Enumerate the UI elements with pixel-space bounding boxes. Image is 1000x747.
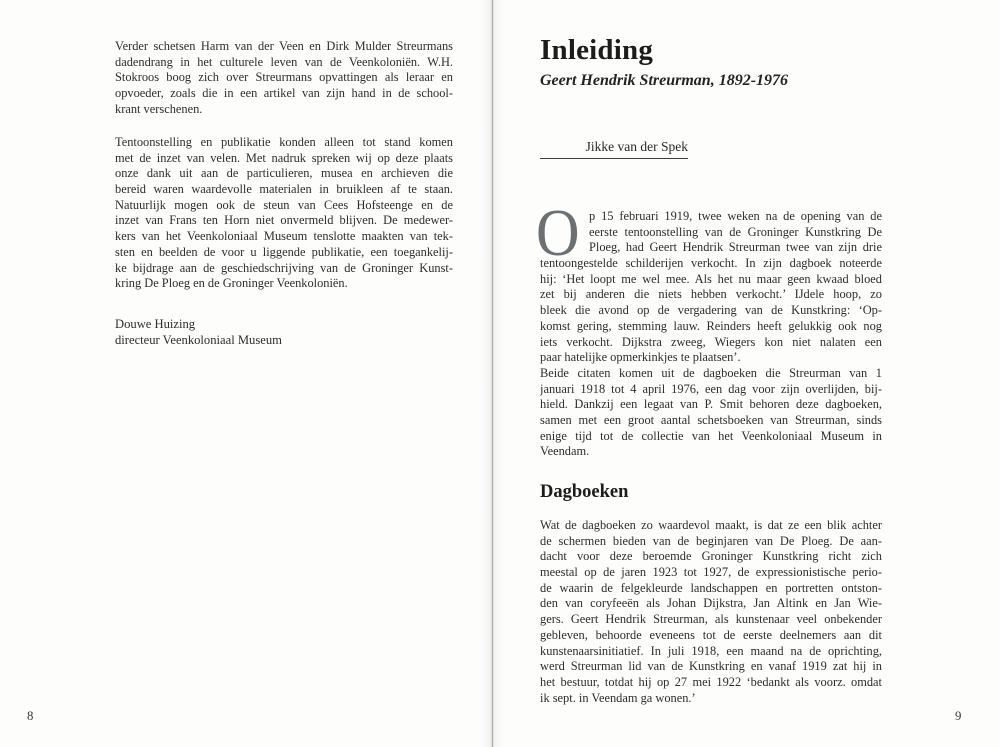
text-line: bleek die avond op de vergadering van de Kunstkring: ‘Op- bbox=[540, 303, 882, 318]
text-line: hield. Dankzij een legaat van P. Smit behoren deze dagboeken, bbox=[540, 397, 882, 412]
section-paragraph bbox=[540, 518, 882, 706]
section-heading: Dagboeken bbox=[540, 482, 629, 502]
text-line: gebleven, behoorde eveneens tot de eerste deelnemers aan dit bbox=[540, 627, 882, 642]
text-line: samen met een groot aantal schetsboeken van Streurman, sinds bbox=[540, 412, 882, 427]
text-line: enige tijd tot de collectie van het Veenkoloniaal Museum in bbox=[540, 428, 882, 443]
page-number-left: 8 bbox=[27, 709, 34, 723]
text-line: ke bijdrage aan de geschiedschrijving van de Groninger Kunst- bbox=[115, 260, 453, 275]
chapter-title: Inleiding bbox=[540, 34, 654, 66]
text-line: paar hatelijke opmerkinkjes te plaatsen’. bbox=[540, 350, 741, 365]
text-line: inzet van Frans ten Horn niet onvermeld blijven. De medewer- bbox=[115, 213, 453, 228]
text-line: met de inzet van velen. Met nadruk spreken wij op deze plaats bbox=[115, 150, 453, 165]
text-line: den van coryfeeën als Johan Dijkstra, Jan Altink en Jan Wie- bbox=[540, 596, 882, 611]
signature-title: directeur Veenkoloniaal Museum bbox=[115, 332, 282, 347]
text-line: iets verkocht. Dijkstra zweeg, Wiegers kon niet nalaten een bbox=[540, 334, 882, 349]
text-line: kring De Ploeg en de Groninger Veenkoloniën. bbox=[115, 276, 348, 291]
text-line: Stokroos boog zich over Streurmans opvattingen als leraar en bbox=[115, 70, 453, 85]
drop-cap: O bbox=[536, 196, 580, 270]
text-line: komst gering, stemming lauw. Reinders heeft gelukkig ook nog bbox=[540, 318, 882, 333]
text-line: Natuurlijk mogen ook de steun van Cees Hofsteenge en de bbox=[115, 197, 453, 212]
text-line: p 15 februari 1919, twee weken na de opening van de bbox=[589, 209, 882, 223]
text-line: werd Streurman lid van de Kunstkring en vanaf 1919 zat hij in bbox=[540, 659, 882, 674]
text-line: dadendrang in het culturele leven van de Veenkoloniën. W.H. bbox=[115, 54, 453, 69]
text-line: kers van het Veenkoloniaal Museum tenslotte maakten van tek- bbox=[115, 229, 453, 244]
text-line: eerste tentoonstelling van de Groninger Kunstkring De bbox=[589, 224, 882, 239]
page-number-right: 9 bbox=[955, 709, 962, 723]
text-line: sten en beelden de voor u liggende publikatie, een toegankelij- bbox=[115, 244, 453, 259]
signature-name: Douwe Huizing bbox=[115, 317, 196, 331]
signature-block bbox=[115, 317, 282, 349]
text-line: krant verschenen. bbox=[115, 101, 203, 116]
text-line: de waarin de felgekleurde landschappen en portretten ontston- bbox=[540, 580, 882, 595]
paragraph bbox=[115, 135, 453, 292]
gutter-shadow bbox=[480, 0, 504, 747]
text-line: tentoongestelde schilderijen verkocht. In zijn dagboek noteerde bbox=[540, 256, 882, 271]
text-line: hij: ‘Het loopt me wel mee. Als het nu maar geen kwaad bloed bbox=[540, 271, 882, 286]
intro-paragraph bbox=[536, 196, 882, 460]
text-line: de schermen bieden van de beginjaren van De Ploeg. De aan- bbox=[540, 533, 882, 548]
text-line: het bestuur, totdat hij op 27 mei 1922 ‘bedankt als voorz. omdat bbox=[540, 674, 882, 689]
text-line: Tentoonstelling en publikatie konden alleen tot stand komen bbox=[115, 135, 453, 149]
text-line: Verder schetsen Harm van der Veen en Dirk Mulder Streurmans bbox=[115, 39, 453, 53]
chapter-subtitle: Geert Hendrik Streurman, 1892-1976 bbox=[540, 72, 789, 89]
author-name: Jikke van der Spek bbox=[540, 139, 688, 159]
text-line: dacht voor deze beroemde Groninger Kunstkring richt zich bbox=[540, 549, 882, 564]
text-line: Veendam. bbox=[540, 444, 590, 459]
text-line: onze dank uit aan de particulieren, musea en archieven die bbox=[115, 166, 453, 181]
text-line: zet bij anderen die niets hebben verkocht.’ IJdele hoop, zo bbox=[540, 287, 882, 302]
text-line: Ploeg, had Geert Hendrik Streurman twee van zijn drie bbox=[589, 240, 882, 255]
text-line: bereid waren waardevolle materialen in bruikleen af te staan. bbox=[115, 182, 453, 197]
text-line: kunstenaarsinitiatief. In juli 1918, een maand na de oprichting, bbox=[540, 643, 882, 658]
text-line: meestal op de jaren 1923 tot 1927, de expressionistische perio- bbox=[540, 565, 882, 580]
gutter-line bbox=[492, 0, 493, 747]
paragraph bbox=[115, 39, 453, 117]
author-line bbox=[540, 138, 688, 159]
text-line: ik sept. in Veendam ga wonen.’ bbox=[540, 690, 696, 705]
text-line: Wat de dagboeken zo waardevol maakt, is dat ze een blik achter bbox=[540, 518, 882, 532]
text-line: opvoeder, zoals die in een artikel van zijn hand in de school- bbox=[115, 86, 453, 101]
text-line: Beide citaten komen uit de dagboeken die Streurman van 1 bbox=[540, 365, 882, 380]
text-line: gers. Geert Hendrik Streurman, als kunstenaar veel onbekender bbox=[540, 612, 882, 627]
text-line: januari 1918 tot 4 april 1976, een dag voor zijn overlijden, bij- bbox=[540, 381, 882, 396]
